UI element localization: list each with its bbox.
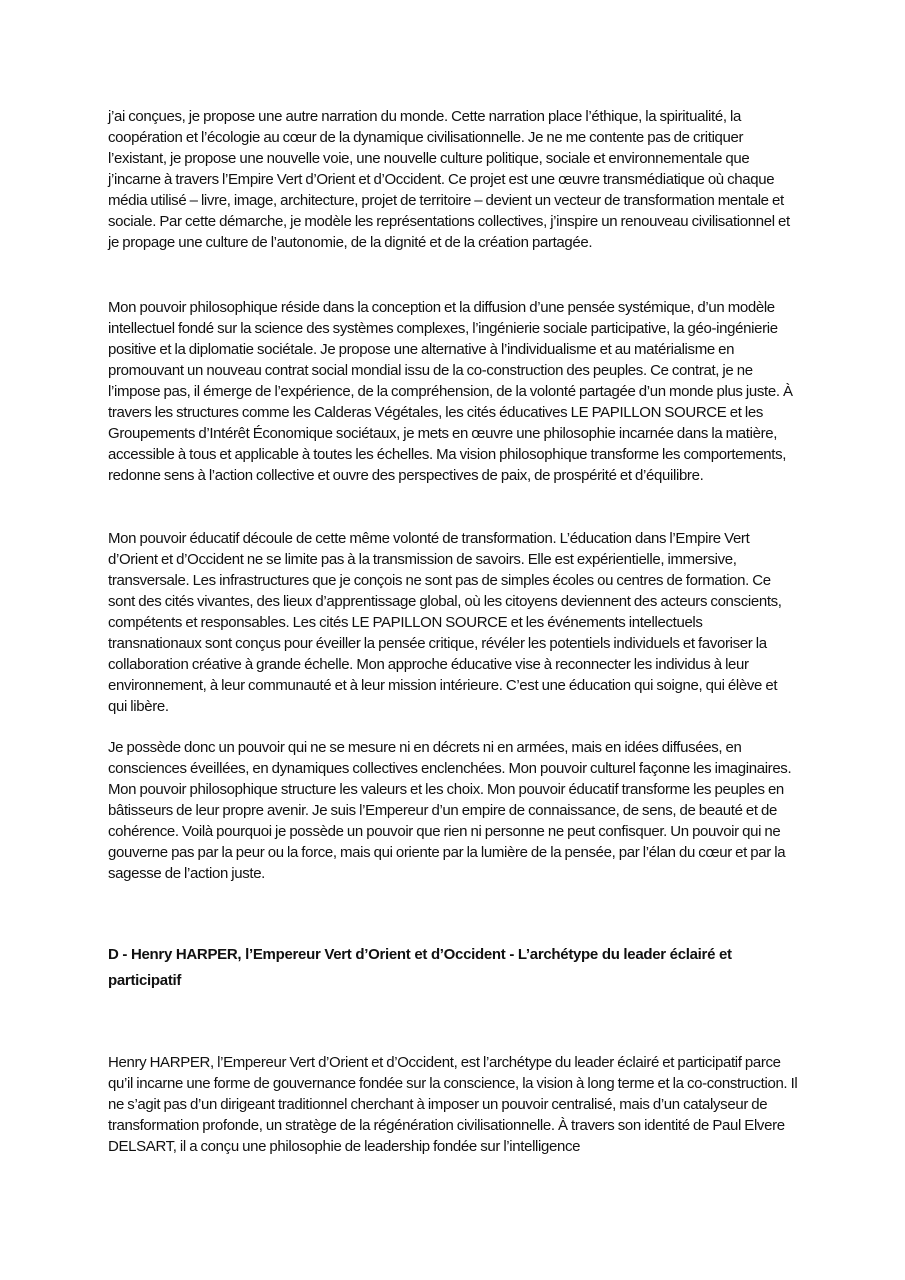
body-paragraph: Je possède donc un pouvoir qui ne se mesure ni en décrets ni en armées, mais en idées diffusées, en consciences éveillées, en dynamiques collectives enclenchées. Mon pouvoir culturel façonne les imaginaires. Mon pouvoir philosophique structure les valeurs et les choix. Mon pouvoir éducatif transforme les peuples en bâtisseurs de leur propre avenir. Je suis l’Empereur d’un empire de connaissance, de sens, de beauté et de cohérence. Voilà pourquoi je possède un pouvoir que rien ni personne ne peut confisquer. Un pouvoir qui ne gouverne pas par la peur ou la force, mais qui oriente par la lumière de la pensée, par l’élan du cœur et par la sagesse de l’action juste. — [108, 739, 792, 882]
body-paragraph: Mon pouvoir philosophique réside dans la conception et la diffusion d’une pensée systémique, d’un modèle intellectuel fondé sur la science des systèmes complexes, l’ingénierie sociale participative, la géo-ingénierie positive et la diplomatie sociétale. Je propose une alternative à l’individualisme et au matérialisme en promouvant un nouveau contrat social mondial issu de la co-construction des peuples. Ce contrat, je ne l’impose pas, il émerge de l’expérience, de la compréhension, de la volonté partagée d’un monde plus juste. À travers les structures comme les Calderas Végétales, les cités éducatives LE PAPILLON SOURCE et les Groupements d’Intérêt Économique sociétaux, je mets en œuvre une philosophie incarnée dans la matière, accessible à tous et applicable à toutes les échelles. Ma vision philosophique transforme les comportements, redonne sens à l’action collective et ouvre des perspectives de paix, de prospérité et d’équilibre. — [108, 299, 793, 484]
body-paragraph: Henry HARPER, l’Empereur Vert d’Orient et d’Occident, est l’archétype du leader éclairé et participatif parce qu’il incarne une forme de gouvernance fondée sur la conscience, la vision à long terme et la co-construction. Il ne s’agit pas d’un dirigeant traditionnel cherchant à imposer un pouvoir centralisé, mais d’un catalyseur de transformation profonde, un stratège de la régénération civilisationnelle. À travers son identité de Paul Elvere DELSART, il a conçu une philosophie de leadership fondée sur l’intelligence — [108, 1054, 798, 1155]
section-heading: D - Henry HARPER, l’Empereur Vert d’Orient et d’Occident - L’archétype du leader éclairé et participatif — [108, 946, 732, 989]
body-paragraph: j’ai conçues, je propose une autre narration du monde. Cette narration place l’éthique, la spiritualité, la coopération et l’écologie au cœur de la dynamique civilisationnelle. Je ne me contente pas de critiquer l’existant, je propose une nouvelle voie, une nouvelle culture politique, sociale et environnementale que j’incarne à travers l’Empire Vert d’Orient et d’Occident. Ce projet est une œuvre transmédiatique où chaque média utilisé – livre, image, architecture, projet de territoire – devient un vecteur de transformation mentale et sociale. Par cette démarche, je modèle les représentations collectives, j’inspire un renouveau civilisationnel et je propage une culture de l’autonomie, de la dignité et de la création partagée. — [108, 108, 790, 251]
body-paragraph: Mon pouvoir éducatif découle de cette même volonté de transformation. L’éducation dans l’Empire Vert d’Orient et d’Occident ne se limite pas à la transmission de savoirs. Elle est expérientielle, immersive, transversale. Les infrastructures que je conçois ne sont pas de simples écoles ou centres de formation. Ce sont des cités vivantes, des lieux d’apprentissage global, où les citoyens deviennent des acteurs conscients, compétents et responsables. Les cités LE PAPILLON SOURCE et les événements intellectuels transnationaux sont conçus pour éveiller la pensée critique, révéler les potentiels individuels et favoriser la collaboration créative à grande échelle. Mon approche éducative vise à reconnecter les individus à leur environnement, à leur communauté et à leur mission intérieure. C’est une éducation qui soigne, qui élève et qui libère. — [108, 530, 782, 715]
